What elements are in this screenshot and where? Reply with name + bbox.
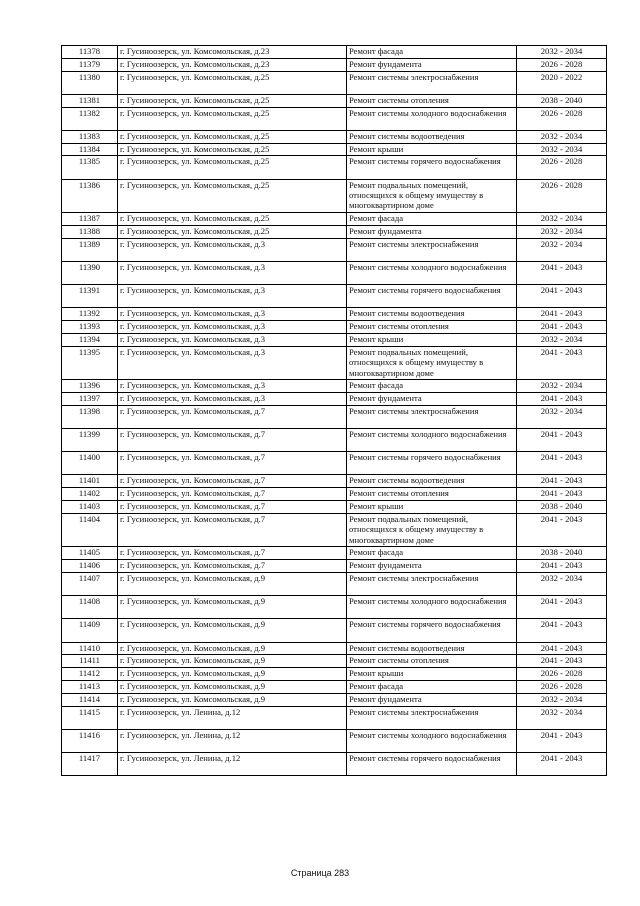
work-type-cell: Ремонт системы электроснабжения [347,238,517,261]
work-type-cell: Ремонт системы холодного водоснабжения [347,107,517,130]
row-number-cell: 11406 [62,560,118,573]
period-cell: 2026 - 2028 [517,107,607,130]
table-row [62,452,607,475]
row-number-cell: 11404 [62,513,118,547]
row-number-cell: 11388 [62,225,118,238]
address-cell: г. Гусиноозерск, ул. Комсомольская, д.7 [118,513,347,547]
table-row [62,729,607,752]
row-number-cell: 11389 [62,238,118,261]
address-cell: г. Гусиноозерск, ул. Комсомольская, д.3 [118,380,347,393]
row-number-cell: 11415 [62,706,118,729]
period-cell: 2041 - 2043 [517,321,607,334]
table-row [62,405,607,428]
work-type-cell: Ремонт подвальных помещений, относящихся к общему имуществу в многоквартирном доме [347,513,517,547]
period-cell: 2032 - 2034 [517,130,607,143]
table-row [62,71,607,94]
row-number-cell: 11379 [62,58,118,71]
work-type-cell: Ремонт системы холодного водоснабжения [347,729,517,752]
period-cell: 2041 - 2043 [517,642,607,655]
address-cell: г. Гусиноозерск, ул. Комсомольская, д.3 [118,285,347,308]
address-cell: г. Гусиноозерск, ул. Комсомольская, д.9 [118,573,347,596]
address-cell: г. Гусиноозерск, ул. Комсомольская, д.7 [118,475,347,488]
table-row [62,261,607,284]
work-type-cell: Ремонт системы холодного водоснабжения [347,596,517,619]
work-type-cell: Ремонт системы водоотведения [347,475,517,488]
period-cell: 2038 - 2040 [517,94,607,107]
table-row [62,156,607,179]
row-number-cell: 11413 [62,680,118,693]
work-type-cell: Ремонт фундамента [347,58,517,71]
table-row [62,596,607,619]
row-number-cell: 11382 [62,107,118,130]
period-cell: 2041 - 2043 [517,308,607,321]
table-row [62,573,607,596]
work-type-cell: Ремонт фасада [347,380,517,393]
period-cell: 2041 - 2043 [517,729,607,752]
period-cell: 2026 - 2028 [517,58,607,71]
table-row [62,680,607,693]
row-number-cell: 11390 [62,261,118,284]
period-cell: 2032 - 2034 [517,225,607,238]
address-cell: г. Гусиноозерск, ул. Комсомольская, д.7 [118,547,347,560]
row-number-cell: 11411 [62,655,118,668]
address-cell: г. Гусиноозерск, ул. Комсомольская, д.25 [118,179,347,213]
period-cell: 2032 - 2034 [517,46,607,59]
table-row [62,475,607,488]
row-number-cell: 11402 [62,488,118,501]
table-row [62,393,607,406]
address-cell: г. Гусиноозерск, ул. Комсомольская, д.7 [118,429,347,452]
work-type-cell: Ремонт фасада [347,213,517,226]
period-cell: 2041 - 2043 [517,261,607,284]
work-type-cell: Ремонт системы горячего водоснабжения [347,752,517,775]
address-cell: г. Гусиноозерск, ул. Комсомольская, д.25 [118,213,347,226]
address-cell: г. Гусиноозерск, ул. Комсомольская, д.25 [118,225,347,238]
period-cell: 2032 - 2034 [517,693,607,706]
work-type-cell: Ремонт системы горячего водоснабжения [347,285,517,308]
table-body [62,46,607,776]
period-cell: 2020 - 2022 [517,71,607,94]
period-cell: 2038 - 2040 [517,501,607,514]
address-cell: г. Гусиноозерск, ул. Комсомольская, д.3 [118,308,347,321]
table-row [62,321,607,334]
address-cell: г. Гусиноозерск, ул. Ленина, д.12 [118,706,347,729]
table-row [62,488,607,501]
row-number-cell: 11414 [62,693,118,706]
table-row [62,346,607,380]
table-row [62,238,607,261]
work-type-cell: Ремонт подвальных помещений, относящихся к общему имуществу в многоквартирном доме [347,346,517,380]
table-row [62,179,607,213]
table-row [62,333,607,346]
row-number-cell: 11380 [62,71,118,94]
row-number-cell: 11401 [62,475,118,488]
work-type-cell: Ремонт фундамента [347,393,517,406]
address-cell: г. Гусиноозерск, ул. Комсомольская, д.9 [118,668,347,681]
row-number-cell: 11381 [62,94,118,107]
table-row [62,642,607,655]
work-type-cell: Ремонт системы отопления [347,321,517,334]
repair-schedule-table [61,45,607,776]
period-cell: 2041 - 2043 [517,393,607,406]
period-cell: 2041 - 2043 [517,619,607,642]
row-number-cell: 11408 [62,596,118,619]
work-type-cell: Ремонт системы горячего водоснабжения [347,452,517,475]
work-type-cell: Ремонт фундамента [347,693,517,706]
period-cell: 2026 - 2028 [517,668,607,681]
work-type-cell: Ремонт подвальных помещений, относящихся к общему имуществу в многоквартирном доме [347,179,517,213]
work-type-cell: Ремонт фасада [347,46,517,59]
address-cell: г. Гусиноозерск, ул. Комсомольская, д.9 [118,680,347,693]
address-cell: г. Гусиноозерск, ул. Комсомольская, д.25 [118,143,347,156]
period-cell: 2041 - 2043 [517,596,607,619]
table-row [62,513,607,547]
row-number-cell: 11384 [62,143,118,156]
row-number-cell: 11397 [62,393,118,406]
row-number-cell: 11400 [62,452,118,475]
address-cell: г. Гусиноозерск, ул. Комсомольская, д.3 [118,321,347,334]
work-type-cell: Ремонт системы холодного водоснабжения [347,261,517,284]
address-cell: г. Гусиноозерск, ул. Комсомольская, д.3 [118,261,347,284]
table-row [62,752,607,775]
work-type-cell: Ремонт фасада [347,547,517,560]
address-cell: г. Гусиноозерск, ул. Комсомольская, д.7 [118,405,347,428]
period-cell: 2041 - 2043 [517,655,607,668]
address-cell: г. Гусиноозерск, ул. Комсомольская, д.25 [118,130,347,143]
row-number-cell: 11405 [62,547,118,560]
address-cell: г. Гусиноозерск, ул. Ленина, д.12 [118,729,347,752]
address-cell: г. Гусиноозерск, ул. Комсомольская, д.7 [118,501,347,514]
period-cell: 2041 - 2043 [517,429,607,452]
period-cell: 2032 - 2034 [517,573,607,596]
work-type-cell: Ремонт крыши [347,333,517,346]
period-cell: 2032 - 2034 [517,380,607,393]
row-number-cell: 11403 [62,501,118,514]
address-cell: г. Гусиноозерск, ул. Комсомольская, д.7 [118,488,347,501]
row-number-cell: 11409 [62,619,118,642]
period-cell: 2026 - 2028 [517,179,607,213]
table-row [62,706,607,729]
period-cell: 2041 - 2043 [517,346,607,380]
work-type-cell: Ремонт системы горячего водоснабжения [347,619,517,642]
row-number-cell: 11392 [62,308,118,321]
work-type-cell: Ремонт системы водоотведения [347,308,517,321]
table-row [62,308,607,321]
row-number-cell: 11396 [62,380,118,393]
table-row [62,560,607,573]
row-number-cell: 11407 [62,573,118,596]
table-row [62,501,607,514]
work-type-cell: Ремонт системы электроснабжения [347,706,517,729]
address-cell: г. Гусиноозерск, ул. Комсомольская, д.9 [118,642,347,655]
period-cell: 2026 - 2028 [517,156,607,179]
work-type-cell: Ремонт системы водоотведения [347,642,517,655]
work-type-cell: Ремонт фасада [347,680,517,693]
table-row [62,107,607,130]
row-number-cell: 11410 [62,642,118,655]
row-number-cell: 11378 [62,46,118,59]
address-cell: г. Гусиноозерск, ул. Комсомольская, д.23 [118,58,347,71]
row-number-cell: 11391 [62,285,118,308]
row-number-cell: 11395 [62,346,118,380]
work-type-cell: Ремонт фундамента [347,225,517,238]
table-row [62,213,607,226]
table-row [62,693,607,706]
address-cell: г. Гусиноозерск, ул. Комсомольская, д.3 [118,346,347,380]
row-number-cell: 11399 [62,429,118,452]
work-type-cell: Ремонт системы электроснабжения [347,573,517,596]
address-cell: г. Гусиноозерск, ул. Комсомольская, д.7 [118,452,347,475]
period-cell: 2041 - 2043 [517,452,607,475]
address-cell: г. Гусиноозерск, ул. Комсомольская, д.25 [118,71,347,94]
table-row [62,46,607,59]
address-cell: г. Гусиноозерск, ул. Комсомольская, д.3 [118,238,347,261]
row-number-cell: 11393 [62,321,118,334]
period-cell: 2041 - 2043 [517,752,607,775]
period-cell: 2026 - 2028 [517,680,607,693]
row-number-cell: 11398 [62,405,118,428]
work-type-cell: Ремонт системы отопления [347,655,517,668]
period-cell: 2041 - 2043 [517,513,607,547]
work-type-cell: Ремонт крыши [347,668,517,681]
address-cell: г. Гусиноозерск, ул. Комсомольская, д.25 [118,156,347,179]
period-cell: 2038 - 2040 [517,547,607,560]
period-cell: 2032 - 2034 [517,333,607,346]
row-number-cell: 11412 [62,668,118,681]
table-row [62,143,607,156]
table-row [62,619,607,642]
period-cell: 2032 - 2034 [517,238,607,261]
address-cell: г. Гусиноозерск, ул. Комсомольская, д.9 [118,619,347,642]
work-type-cell: Ремонт системы отопления [347,94,517,107]
row-number-cell: 11417 [62,752,118,775]
address-cell: г. Гусиноозерск, ул. Комсомольская, д.9 [118,693,347,706]
address-cell: г. Гусиноозерск, ул. Ленина, д.12 [118,752,347,775]
period-cell: 2041 - 2043 [517,475,607,488]
address-cell: г. Гусиноозерск, ул. Комсомольская, д.9 [118,655,347,668]
period-cell: 2032 - 2034 [517,143,607,156]
work-type-cell: Ремонт системы отопления [347,488,517,501]
work-type-cell: Ремонт фундамента [347,560,517,573]
row-number-cell: 11387 [62,213,118,226]
work-type-cell: Ремонт системы холодного водоснабжения [347,429,517,452]
table-row [62,655,607,668]
table-row [62,380,607,393]
table-row [62,547,607,560]
address-cell: г. Гусиноозерск, ул. Комсомольская, д.9 [118,596,347,619]
period-cell: 2032 - 2034 [517,405,607,428]
page-number: Страница 283 [290,868,350,878]
period-cell: 2032 - 2034 [517,706,607,729]
work-type-cell: Ремонт крыши [347,143,517,156]
work-type-cell: Ремонт системы горячего водоснабжения [347,156,517,179]
row-number-cell: 11383 [62,130,118,143]
work-type-cell: Ремонт крыши [347,501,517,514]
address-cell: г. Гусиноозерск, ул. Комсомольская, д.3 [118,393,347,406]
table-row [62,225,607,238]
address-cell: г. Гусиноозерск, ул. Комсомольская, д.7 [118,560,347,573]
row-number-cell: 11386 [62,179,118,213]
row-number-cell: 11394 [62,333,118,346]
period-cell: 2041 - 2043 [517,285,607,308]
period-cell: 2032 - 2034 [517,213,607,226]
table-row [62,94,607,107]
table-row [62,668,607,681]
work-type-cell: Ремонт системы электроснабжения [347,405,517,428]
period-cell: 2041 - 2043 [517,488,607,501]
address-cell: г. Гусиноозерск, ул. Комсомольская, д.23 [118,46,347,59]
work-type-cell: Ремонт системы водоотведения [347,130,517,143]
row-number-cell: 11385 [62,156,118,179]
work-type-cell: Ремонт системы электроснабжения [347,71,517,94]
table-row [62,285,607,308]
address-cell: г. Гусиноозерск, ул. Комсомольская, д.25 [118,94,347,107]
address-cell: г. Гусиноозерск, ул. Комсомольская, д.3 [118,333,347,346]
table-row [62,429,607,452]
row-number-cell: 11416 [62,729,118,752]
period-cell: 2041 - 2043 [517,560,607,573]
address-cell: г. Гусиноозерск, ул. Комсомольская, д.25 [118,107,347,130]
table-row [62,130,607,143]
table-row [62,58,607,71]
